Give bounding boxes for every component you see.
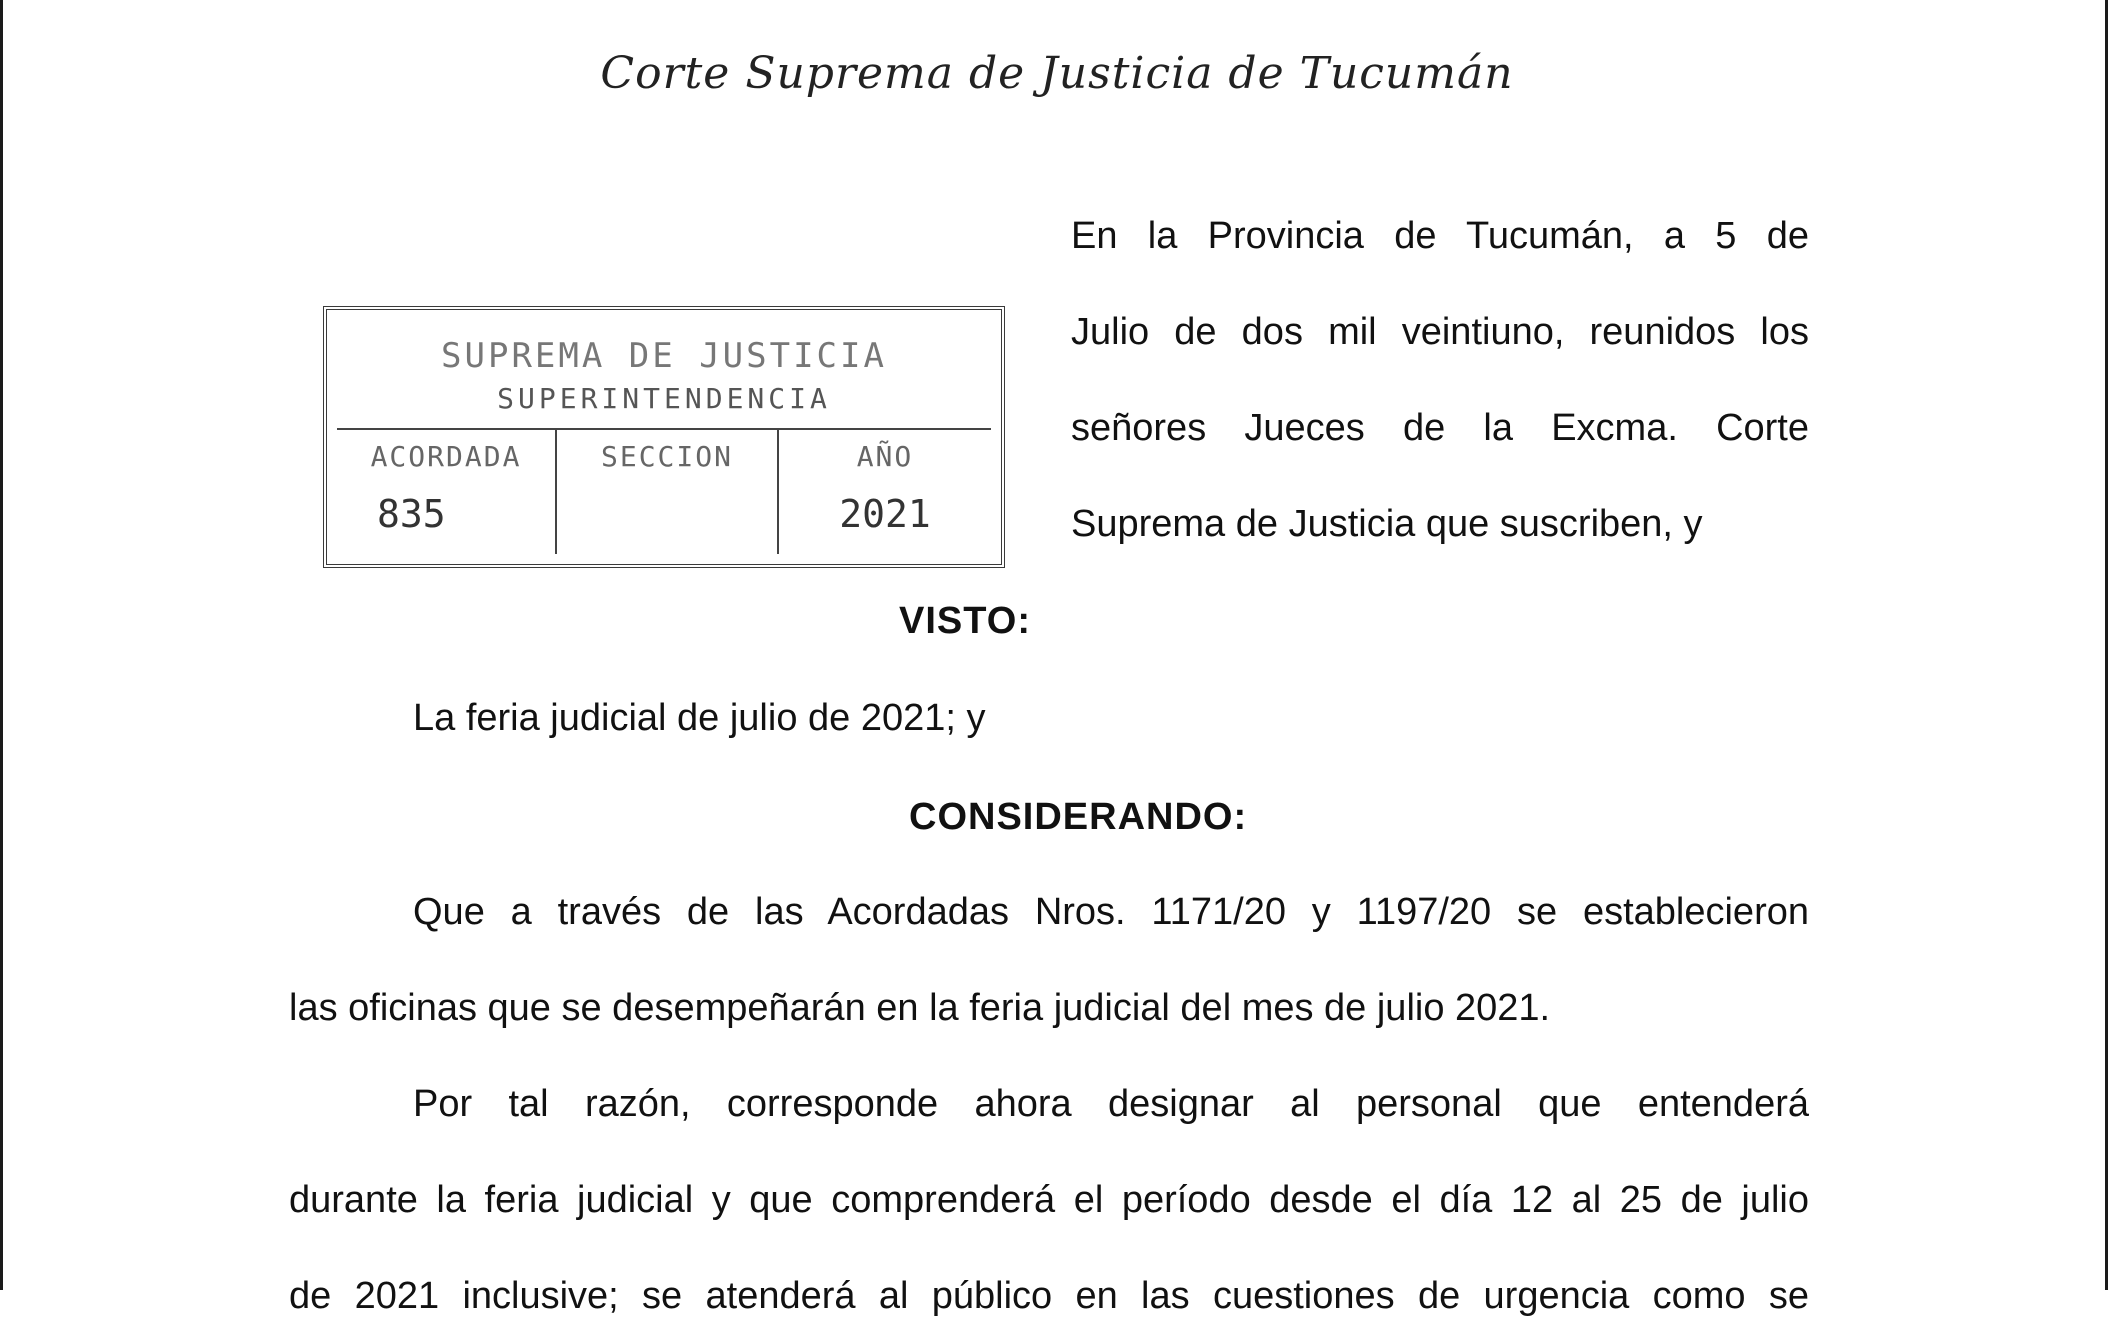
paragraph-line: Que a través de las Acordadas Nros. 1171/20 y 1197/20 se establecieron (413, 891, 1809, 933)
intro-line: señores Jueces de la Excma. Corte (1071, 407, 1809, 449)
paragraph-line: durante la feria judicial y que comprenderá el período desde el día 12 al 25 de julio (289, 1179, 1809, 1221)
stamp-value-acordada: 835 (377, 492, 446, 536)
visto-text-block (413, 670, 1113, 766)
considerando-paragraph-1 (289, 864, 1809, 1056)
paragraph-line: las oficinas que se desempeñarán en la feria judicial del mes de julio 2021. (289, 987, 1551, 1029)
stamp-grid (337, 428, 991, 554)
stamp-subtitle: SUPERINTENDENCIA (497, 382, 831, 415)
intro-paragraph (1071, 188, 1809, 572)
considerando-paragraph-2 (289, 1056, 1809, 1344)
stamp-value-anio: 2021 (839, 492, 931, 536)
visto-text: La feria judicial de julio de 2021; y (413, 697, 986, 739)
stamp-cell-acordada (337, 430, 557, 554)
intro-line: Suprema de Justicia que suscriben, y (1071, 503, 1703, 545)
paragraph-line: de 2021 inclusive; se atenderá al público en las cuestiones de urgencia como se (289, 1275, 1809, 1317)
intro-line: Julio de dos mil veintiuno, reunidos los (1071, 311, 1809, 353)
visto-heading: VISTO: (899, 600, 1031, 642)
stamp-cell-seccion (557, 430, 779, 554)
paragraph-line: Por tal razón, corresponde ahora designar al personal que entenderá (413, 1083, 1809, 1125)
stamp-cell-anio (779, 430, 991, 554)
stamp-header-acordada: ACORDADA (370, 440, 522, 473)
acordada-stamp (323, 306, 1005, 568)
stamp-header-seccion: SECCION (600, 440, 733, 473)
stamp-title: SUPREMA DE JUSTICIA (441, 336, 887, 376)
intro-line: En la Provincia de Tucumán, a 5 de (1071, 215, 1809, 257)
letterhead-title: Corte Suprema de Justicia de Tucumán (600, 48, 1514, 99)
stamp-header-anio: AÑO (856, 440, 914, 473)
considerando-heading: CONSIDERANDO: (909, 796, 1248, 838)
